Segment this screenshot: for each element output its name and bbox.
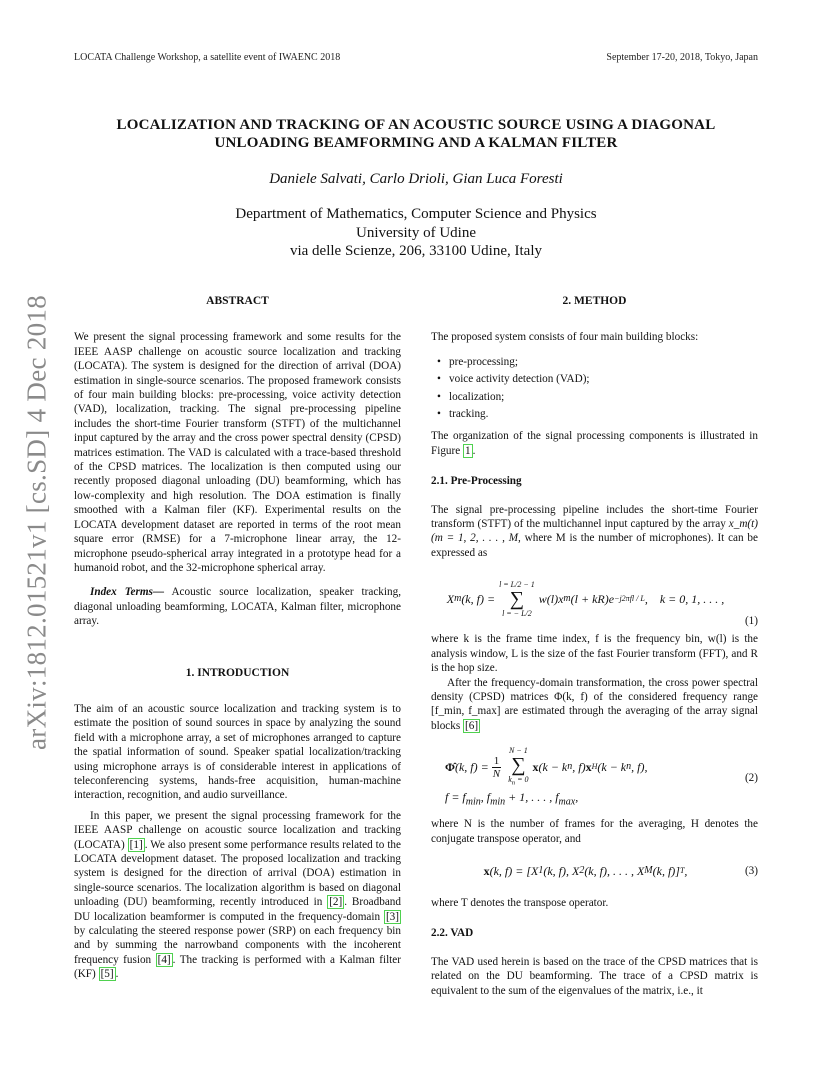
equation-2-body: Φ̂ (k, f) = $\frac{1}{N}$ N − 1 ∑ $k_n = 0$ x (k − k n , f) x H (k − k n , f), $f = f_{min}$, $f_{min} + 1$, . . . , $f_{max}$, — [445, 746, 648, 808]
citation-link-1[interactable]: [1] — [129, 838, 143, 851]
arxiv-identifier: arXiv:1812.01521v1 [cs.SD] 4 Dec 2018 — [21, 294, 52, 750]
building-blocks-list — [437, 355, 758, 422]
vad-paragraph-1: The VAD used herein is based on the trace of the CPSD matrices that is related on the DU beamforming. The trace of a CPSD matrix is equivalent to the sum of the eigenvalues of the matrix, i.e., it — [431, 955, 758, 997]
affiliation-address: via delle Scienze, 206, 33100 Udine, Italy — [289, 243, 542, 259]
citation-link-4[interactable]: [4] — [157, 953, 171, 966]
running-header-right: September 17-20, 2018, Tokyo, Japan — [606, 52, 758, 63]
authors: Daniele Salvati, Carlo Drioli, Gian Luca Foresti — [269, 171, 563, 187]
right-column — [431, 294, 758, 998]
running-header-left: LOCATA Challenge Workshop, a satellite event of IWAENC 2018 — [74, 52, 341, 63]
equation-1-body: X m (k, f) = l = L/2 − 1 ∑ l = − L/2 w(l)x m (l + kR)e −j2πfl / L , k = 0, 1, . . . , — [446, 580, 725, 619]
equation-2-number: (2) — [744, 771, 758, 784]
title-line-2: UNLOADING BEAMFORMING AND A KALMAN FILTER — [214, 135, 618, 151]
citation-link-6[interactable]: [6] — [465, 719, 479, 732]
method-heading: 2. METHOD — [562, 295, 627, 307]
introduction-heading: 1. INTRODUCTION — [185, 666, 290, 679]
affiliation — [74, 205, 758, 261]
list-item: • pre-processing; — [437, 355, 758, 369]
abstract-text: We present the signal processing framework and some results for the IEEE AASP challenge on acoustic source localization and tracking (LOCATA). The system is designed for the direction of arrival (DOA) estimation in single-source scenarios. The proposed framework consists of four main building blocks: pre-processing, voice activity detection (VAD), localization, tracking. The signal pre-processing pipeline includes the short-time Fourier transform (STFT) of the multichannel input captured by the array and the cross power spectral density (CPSD) matrices estimation. The VAD is calculated with a trace-based threshold of the CPSD matrices. The localization is then computed using our recently proposed diagonal unloading (DU) beamforming, which has low-complexity and high resolution. The DOA estimation is finally smoothed with a Kalman filer (KF). Experimental results on the LOCATA development dataset are reported in terms of the root mean square error (RMSE) for a 7-microphone linear array, the 12-microphone pseudo-spherical array integrated in a prototype head for a humanoid robot, and the 32-microphone spherical array. — [74, 331, 401, 574]
preprocessing-heading: 2.1. Pre-Processing — [431, 475, 522, 488]
equation-1-number: (1) — [744, 614, 758, 627]
list-item: • tracking. — [437, 407, 758, 421]
affiliation-university: University of Udine — [356, 224, 476, 241]
index-terms — [74, 585, 401, 628]
figure-link-1[interactable]: 1 — [465, 444, 471, 457]
intro-paragraph-1: The aim of an acoustic source localization and tracking system is to estimate the position of sound sources in space by analyzing the sound field with a microphone array, a set of microphones arranged to capture the spatial information of sound. Speaker spatial localization/tracking using microphone arrays is of considerable interest in applications of teleconferencing systems, hands-free acquisition, human-machine interaction, recognition, and audio surveillance. — [74, 702, 401, 802]
preprocessing-paragraph-2: where k is the frame time index, f is the frequency bin, w(l) is the analysis window, L is the size of the fast Fourier transform (FFT), and R is the hop size. — [431, 633, 758, 675]
equation-3-body: x (k, f) = [X 1 (k, f), X 2 (k, f), . . . , X M (k, f)] T , — [483, 863, 688, 878]
list-item: • localization; — [437, 390, 758, 404]
method-intro: The proposed system consists of four main building blocks: — [431, 331, 699, 344]
index-terms-label: Index Terms— — [90, 586, 165, 599]
citation-link-2[interactable]: [2] — [329, 896, 343, 909]
organization-text: The organization of the signal processing components is illustrated in Figure 1 . — [431, 430, 758, 457]
affiliation-dept: Department of Mathematics, Computer Science and Physics — [235, 206, 597, 222]
vad-heading: 2.2. VAD — [431, 927, 474, 940]
equation-3 — [431, 860, 758, 882]
paper-title — [74, 116, 758, 152]
preprocessing-paragraph-3: After the frequency-domain transformation, the cross power spectral density (CPSD) matrices Φ(k, f) of the considered frequency range [f_min, f_max] are estimated through the averaging of the array signal blocks [6] — [431, 676, 758, 732]
abstract-heading: ABSTRACT — [206, 295, 269, 307]
equation-2 — [431, 743, 758, 813]
citation-link-3[interactable]: [3] — [385, 910, 399, 923]
equation-3-number: (3) — [744, 864, 758, 877]
list-item: • voice activity detection (VAD); — [437, 372, 758, 386]
equation-1 — [431, 570, 758, 628]
citation-link-5[interactable]: [5] — [100, 968, 114, 981]
title-line-1: LOCALIZATION AND TRACKING OF AN ACOUSTIC SOURCE USING A DIAGONAL — [116, 117, 716, 133]
left-column — [74, 294, 401, 982]
preprocessing-paragraph-4: where N is the number of frames for the averaging, H denotes the conjugate transpose operator, and — [431, 818, 758, 845]
preprocessing-paragraph-5: where T denotes the transpose operator. — [431, 896, 609, 909]
index-terms-text: Acoustic source localization, speaker tracking, diagonal unloading beamforming, LOCATA, Kalman filter, microphone array. — [74, 586, 401, 628]
preprocessing-paragraph-1: The signal pre-processing pipeline includes the short-time Fourier transform (STFT) of the multichannel input captured by the array x_m(t) (m = 1, 2, . . . , M, where M is the number of microphones). It can be expressed as — [431, 503, 758, 559]
intro-paragraph-2: In this paper, we present the signal processing framework for the IEEE AASP challenge on acoustic source localization and tracking (LOCATA) [1] . We also present some performance results related to the LOCATA development dataset. The proposed localization and tracking system is designed for the direction of arrival (DOA) estimation in single-source scenarios. The localization algorithm is based on diagonal unloading (DU) beamforming, recently introduced in [2] . Broadband DU localization beamformer is computed in the frequency-domain [3] by calculating the steered response power (SRP) on each frequency bin and by summing the narrowband components with the incoherent frequency fusion [4] . The tracking is performed with a Kalman filter (KF) [5] . — [74, 809, 401, 981]
